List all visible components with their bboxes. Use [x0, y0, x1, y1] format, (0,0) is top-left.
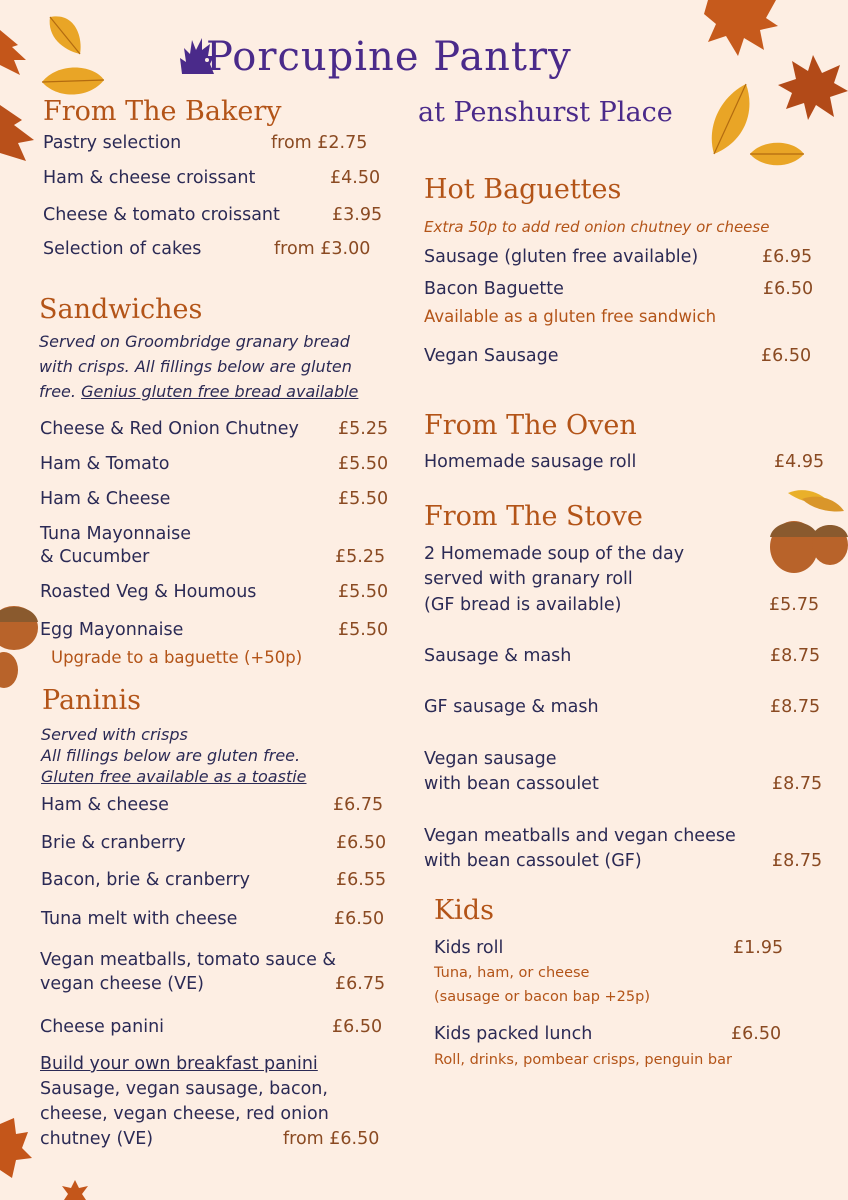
menu-item-name: Ham & Cheese	[40, 489, 171, 509]
kids-item-note: Roll, drinks, pombear crisps, penguin bar	[434, 1052, 732, 1068]
menu-item-name: Sausage (gluten free available)	[424, 247, 699, 267]
menu-item-price: £6.55	[336, 870, 387, 890]
sandwiches-description-text: free.	[39, 382, 82, 401]
maple-leaf-icon	[62, 1180, 88, 1200]
menu-item-price: £5.50	[338, 454, 389, 474]
sandwiches-description	[39, 382, 358, 401]
menu-item-name: Roasted Veg & Houmous	[40, 582, 257, 602]
yellow-leaf-icon	[748, 138, 806, 170]
menu-item-price: £4.50	[330, 168, 381, 188]
menu-item-name: Kids packed lunch	[434, 1024, 593, 1044]
maple-leaf-icon	[778, 55, 848, 120]
gluten-free-bread-note: Genius gluten free bread available	[81, 382, 359, 401]
sandwiches-heading: Sandwiches	[39, 294, 203, 325]
menu-item-price: £5.25	[335, 547, 386, 567]
build-panini-line: Sausage, vegan sausage, bacon,	[40, 1079, 328, 1099]
stove-heading: From The Stove	[424, 501, 643, 532]
menu-item-price: £6.75	[333, 795, 384, 815]
menu-item-price: £8.75	[772, 774, 823, 794]
build-panini-title: Build your own breakfast panini	[40, 1054, 318, 1074]
menu-item-name: Ham & cheese	[41, 795, 169, 815]
menu-item-name: Bacon, brie & cranberry	[41, 870, 250, 890]
menu-item-price: £4.95	[774, 452, 825, 472]
menu-item-name: vegan cheese (VE)	[40, 974, 204, 994]
menu-item-name: Tuna Mayonnaise	[40, 524, 192, 544]
paninis-description: All fillings below are gluten free.	[41, 746, 301, 765]
menu-item-price: £1.95	[733, 938, 784, 958]
menu-item-price: £6.50	[334, 909, 385, 929]
menu-item-name: Selection of cakes	[43, 239, 202, 259]
oven-heading: From The Oven	[424, 410, 637, 441]
menu-item-name: served with granary roll	[424, 569, 633, 589]
kids-heading: Kids	[434, 895, 494, 926]
sandwiches-description: with crisps. All fillings below are gluten	[39, 357, 352, 376]
build-panini-line: chutney (VE)	[40, 1129, 154, 1149]
paninis-heading: Paninis	[42, 685, 141, 716]
menu-item-name: & Cucumber	[40, 547, 150, 567]
maple-leaf-icon	[704, 0, 780, 58]
menu-item-name: Egg Mayonnaise	[40, 620, 184, 640]
menu-item-price: from £2.75	[271, 133, 368, 153]
bakery-heading: From The Bakery	[43, 96, 282, 127]
menu-item-name: Tuna melt with cheese	[41, 909, 238, 929]
menu-item-name: Vegan Sausage	[424, 346, 559, 366]
menu-item-name: Brie & cranberry	[41, 833, 186, 853]
yellow-leaf-icon	[45, 12, 85, 57]
brand-name: Porcupine Pantry	[206, 34, 572, 80]
menu-item-price: £6.75	[335, 974, 386, 994]
menu-item-price: £6.50	[731, 1024, 782, 1044]
menu-item-name: Cheese & tomato croissant	[43, 205, 280, 225]
menu-item-name: Pastry selection	[43, 133, 182, 153]
brand-header	[178, 30, 678, 90]
menu-item-price: £5.50	[338, 489, 389, 509]
menu-item-name: Ham & Tomato	[40, 454, 170, 474]
kids-item-note: Tuna, ham, or cheese	[434, 965, 590, 981]
menu-item-price: £5.50	[338, 582, 389, 602]
menu-item-name: Ham & cheese croissant	[43, 168, 256, 188]
menu-item-name: Vegan meatballs, tomato sauce &	[40, 950, 337, 970]
baguettes-heading: Hot Baguettes	[424, 174, 622, 205]
menu-item-name: with bean cassoulet (GF)	[424, 851, 642, 871]
menu-item-price: £5.75	[769, 595, 820, 615]
gluten-free-note: Available as a gluten free sandwich	[424, 307, 717, 326]
menu-item-name: Sausage & mash	[424, 646, 572, 666]
menu-item-name: with bean cassoulet	[424, 774, 599, 794]
menu-item-price: £6.50	[761, 346, 812, 366]
kids-item-note: (sausage or bacon bap +25p)	[434, 989, 650, 1005]
menu-item-price: £3.95	[332, 205, 383, 225]
menu-item-name: Vegan meatballs and vegan cheese	[424, 826, 736, 846]
menu-item-name: 2 Homemade soup of the day	[424, 544, 685, 564]
maple-leaf-icon	[0, 1118, 32, 1178]
menu-item-name: Homemade sausage roll	[424, 452, 637, 472]
menu-item-price: £6.50	[332, 1017, 383, 1037]
menu-item-name: Cheese panini	[40, 1017, 165, 1037]
sandwiches-description: Served on Groombridge granary bread	[39, 332, 350, 351]
menu-item-price: from £3.00	[274, 239, 371, 259]
menu-item-price: £6.95	[762, 247, 813, 267]
brand-subtitle: at Penshurst Place	[418, 97, 673, 128]
menu-item-name: Cheese & Red Onion Chutney	[40, 419, 299, 439]
baguettes-note: Extra 50p to add red onion chutney or cheese	[424, 218, 770, 236]
menu-item-price: £6.50	[336, 833, 387, 853]
build-panini-line: cheese, vegan cheese, red onion	[40, 1104, 329, 1124]
menu-item-price: £5.50	[338, 620, 389, 640]
acorn-icon	[0, 600, 42, 692]
paninis-description: Gluten free available as a toastie	[41, 767, 307, 786]
maple-leaf-icon	[0, 95, 40, 175]
menu-item-price: £6.50	[763, 279, 814, 299]
autumn-leaf-icon	[0, 25, 30, 85]
menu-item-price: £8.75	[772, 851, 823, 871]
menu-item-price: £8.75	[770, 697, 821, 717]
paninis-description: Served with crisps	[41, 725, 188, 744]
menu-item-price: £5.25	[338, 419, 389, 439]
menu-item-name: GF sausage & mash	[424, 697, 599, 717]
menu-item-price: £8.75	[770, 646, 821, 666]
upgrade-note: Upgrade to a baguette (+50p)	[51, 648, 303, 667]
menu-item-name: Kids roll	[434, 938, 504, 958]
menu-item-name: Vegan sausage	[424, 749, 557, 769]
menu-item-name: (GF bread is available)	[424, 595, 622, 615]
menu-item-name: Bacon Baguette	[424, 279, 564, 299]
acorn-icon	[762, 485, 848, 585]
menu-item-price: from £6.50	[283, 1129, 380, 1149]
